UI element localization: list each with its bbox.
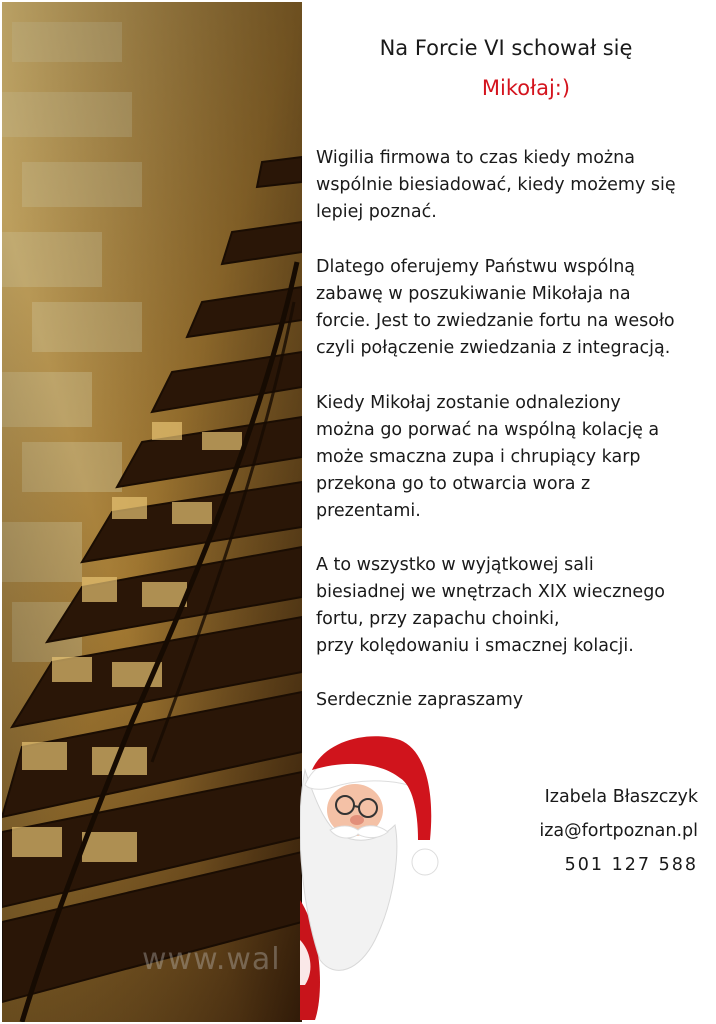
paragraph-offer: Dlatego oferujemy Państwu wspólną zabawę w poszukiwanie Mikołaja na forcie. Jest to zwiedzanie fortu na wesoło czyli połączenie zwiedzania z integracją. (316, 257, 675, 358)
title-line-1: Na Forcie VI schował się (379, 36, 633, 60)
title-line-2: Mikołaj:) (481, 76, 571, 100)
staircase-photo (2, 2, 302, 1022)
paragraph-intro: Wigilia firmowa to czas kiedy można wspólnie biesiadować, kiedy możemy się lepiej poznać. (316, 148, 676, 222)
signature-name: Izabela Błaszczyk (544, 787, 698, 807)
closing-line: Serdecznie zapraszamy (316, 690, 524, 710)
santa-claus-illustration (300, 730, 450, 1020)
photo-watermark: www.wal (142, 942, 281, 977)
paragraph-venue: A to wszystko w wyjątkowej sali biesiadnej we wnętrzach XIX wiecznego fortu, przy zapachu choinki, przy kolędowaniu i smacznej kolacji. (316, 555, 666, 656)
signature-email[interactable]: iza@fortpoznan.pl (539, 821, 698, 841)
invitation-text (316, 30, 706, 710)
signature-block (539, 780, 698, 882)
signature-phone[interactable]: 501 127 588 (564, 855, 698, 875)
paragraph-santa-found: Kiedy Mikołaj zostanie odnaleziony można go porwać na wspólną kolację a może smaczna zupa i chrupiący karp przekona go to otwarcia wora z prezentami. (316, 393, 660, 521)
